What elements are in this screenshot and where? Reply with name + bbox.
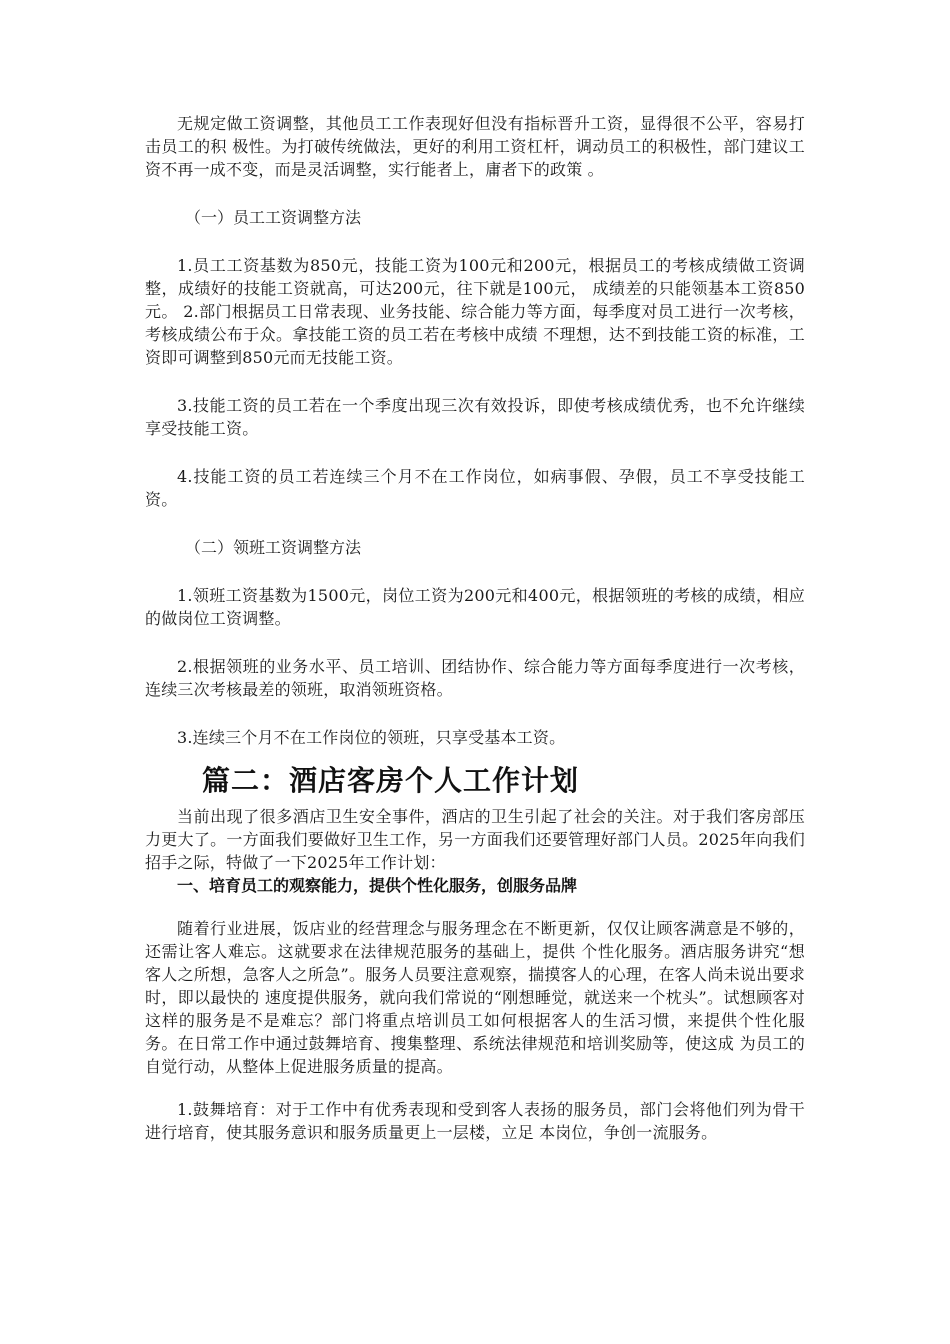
paragraph-employee-salary-1: 1.员工工资基数为850元，技能工资为100元和200元，根据员工的考核成绩做工资调整，成绩好的技能工资就高，可达200元，往下就是100元， 成绩差的只能领基本工资850元。 2.部门根据员工日常表现、业务技能、综合能力等方面，每季度对员工进行一次考核，考核成绩公布于众。拿技能工资的员工若在考核中成绩 不理想，达不到技能工资的标准，工资即可调整到850元而无技能工资。 [145,256,805,367]
paragraph-foreman-salary-2: 2.根据领班的业务水平、员工培训、团结协作、综合能力等方面每季度进行一次考核，连续三次考核最差的领班，取消领班资格。 [145,657,805,699]
subheading-employee-salary: （一）员工工资调整方法 [185,208,362,227]
paragraph-employee-salary-3: 3.技能工资的员工若在一个季度出现三次有效投诉，即使考核成绩优秀，也不允许继续享受技能工资。 [145,396,805,438]
paragraph-foreman-salary-3: 3.连续三个月不在工作岗位的领班，只享受基本工资。 [177,728,566,747]
paragraph-personalized-service: 随着行业进展，饭店业的经营理念与服务理念在不断更新，仅仅让顾客满意是不够的，还需让客人难忘。这就要求在法律规范服务的基础上，提供 个性化服务。酒店服务讲究“想客人之所想，急客人之所急”。服务人员要注意观察，揣摸客人的心理，在客人尚未说出要求时，即以最快的 速度提供服务，就向我们常说的“刚想睡觉，就送来一个枕头”。试想顾客对这样的服务是不是难忘？部门将重点培训员工如何根据客人的生活习惯，来提供个性化服务。在日常工作中通过鼓舞培育、搜集整理、系统法律规范和培训奖励等，使这成 为员工的自觉行动，从整体上促进服务质量的提高。 [145,919,805,1076]
subheading-foreman-salary: （二）领班工资调整方法 [185,538,362,557]
paragraph-salary-intro: 无规定做工资调整，其他员工工作表现好但没有指标晋升工资，显得很不公平，容易打击员工的积 极性。为打破传统做法，更好的利用工资杠杆，调动员工的积极性，部门建议工资不再一成不变，而是灵活调整，实行能者上，庸者下的政策 。 [145,114,805,179]
document-page [145,112,805,1144]
paragraph-plan-intro: 当前出现了很多酒店卫生安全事件，酒店的卫生引起了社会的关注。对于我们客房部压力更大了。一方面我们要做好卫生工作，另一方面我们还要管理好部门人员。2025年向我们招手之际，特做了一下2025年工作计划： [145,807,805,872]
paragraph-foreman-salary-1: 1.领班工资基数为1500元，岗位工资为200元和400元，根据领班的考核的成绩，相应的做岗位工资调整。 [145,586,805,628]
paragraph-encourage-training: 1.鼓舞培育：对于工作中有优秀表现和受到客人表扬的服务员，部门会将他们列为骨干进行培育，使其服务意识和服务质量更上一层楼，立足 本岗位，争创一流服务。 [145,1100,805,1142]
section-heading-part-two: 篇二：酒店客房个人工作计划 [202,764,580,797]
paragraph-employee-salary-4: 4.技能工资的员工若连续三个月不在工作岗位，如病事假、孕假，员工不享受技能工资。 [145,467,805,509]
subheading-observation-ability: 一、培育员工的观察能力，提供个性化服务，创服务品牌 [177,876,578,895]
